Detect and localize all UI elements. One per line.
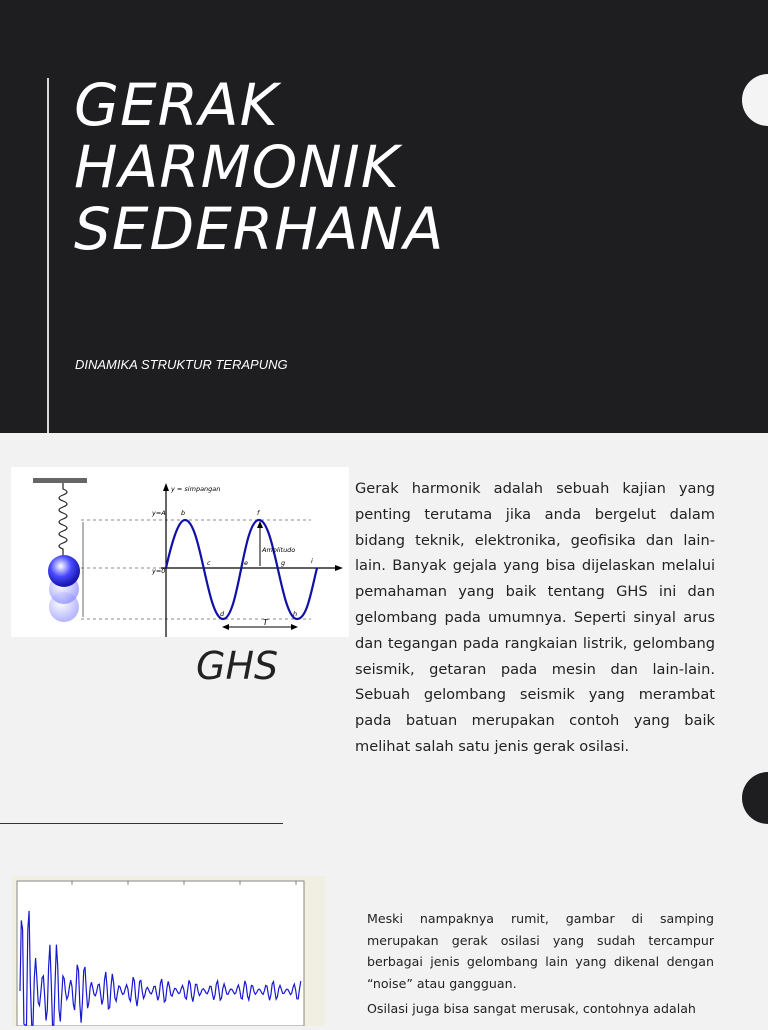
label-d: d [220,610,225,618]
label-h: h [293,610,298,618]
slide3-paragraph-2: Osilasi juga bisa sangat merusak, contohnya adalah [367,1001,696,1016]
label-f: f [257,509,260,517]
title-line-1: GERAK [74,71,279,139]
slide3-paragraph-1: Meski nampaknya rumit, gambar di samping merupakan gerak osilasi yang sudah tercampur berbagai jenis gelombang lain yang dikenal dengan “noise” atau gangguan. [367,911,714,991]
label-g: g [281,559,286,567]
y-axis-label: y = simpangan [171,485,221,493]
period-label: T [263,618,268,627]
label-y0: y=0 [152,567,166,575]
label-i: i [311,557,313,565]
title-line-2: HARMONIK [74,133,400,201]
body-paragraph: Gerak harmonik adalah sebuah kajian yang penting terutama jika anda bergelut dalam bidang teknik, elektronika, geofisika dan lain-lain. Banyak gejala yang bisa dijelaskan melalui pemahaman yang baik tentang GHS ini dan gelombang pada umumnya. Seperti sinyal arus dan tegangan pada rangkaian listrik, gelombang seismik, getaran pada mesin dan lain-lain. Sebuah gelombang seismik yang merambat pada batuan merupakan contoh yang baik melihat salah satu jenis gerak osilasi. [355,480,715,755]
title-slide [0,0,768,433]
accent-vertical-line [47,78,49,433]
divider-line [0,823,283,824]
label-e: e [244,559,248,567]
noise-signal-svg [12,876,325,1026]
ghs-diagram-svg [11,467,349,637]
decorative-circle-dark [742,772,768,824]
label-ya: y=A [152,509,166,517]
slide-subtitle: DINAMIKA STRUKTUR TERAPUNG [75,357,288,372]
figure-caption: GHS [196,644,279,688]
noise-signal-plot [12,876,325,1026]
slide3-text [367,908,714,1024]
ghs-diagram [11,467,349,637]
label-c: c [207,559,211,567]
sine-wave [166,520,317,619]
ceiling-bar [33,478,87,483]
title-line-3: SEDERHANA [74,195,445,263]
mass-ball [48,555,80,587]
slide-title [74,71,445,263]
label-b: b [181,509,186,517]
spring [59,483,67,557]
amplitude-label: Amplitudo [262,546,296,554]
